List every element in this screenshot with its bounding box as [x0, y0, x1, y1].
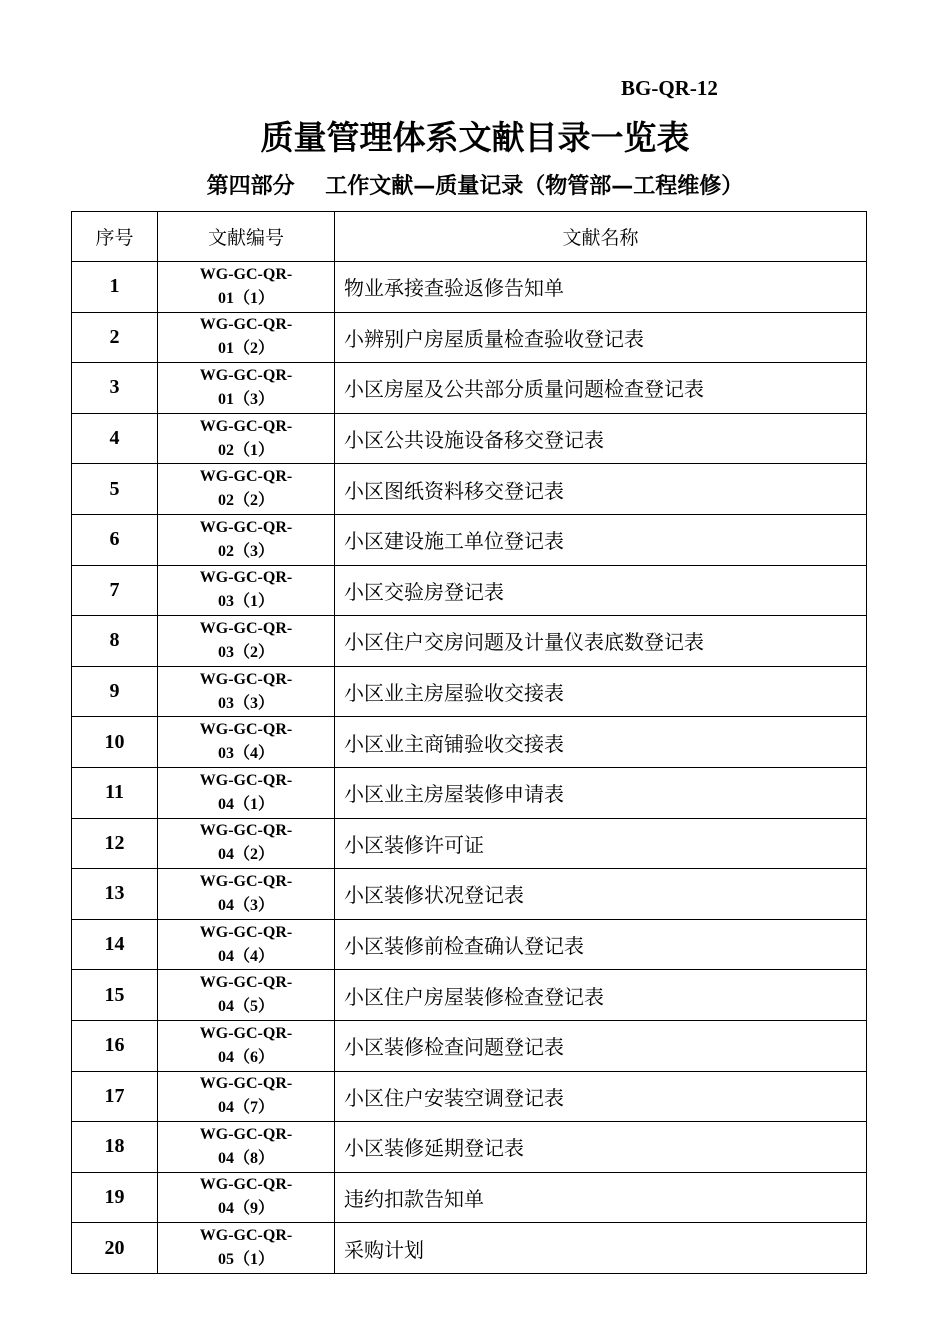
document-code-prefix: WG-GC-QR- [199, 1125, 293, 1143]
table-row [72, 1071, 867, 1122]
table-row [72, 818, 867, 869]
document-code-prefix: WG-GC-QR- [199, 417, 293, 435]
document-code-cell [158, 1122, 335, 1173]
document-name: 违约扣款告知单 [335, 1172, 867, 1223]
document-code-prefix: WG-GC-QR- [199, 1024, 293, 1042]
row-number: 1 [72, 262, 158, 313]
document-code-suffix: 02（3） [217, 542, 274, 560]
document-code-suffix: 02（2） [217, 492, 274, 510]
table-row [72, 919, 867, 970]
document-code-suffix: 01（1） [217, 289, 274, 307]
table-row [72, 413, 867, 464]
document-name: 采购计划 [335, 1223, 867, 1274]
row-number: 18 [72, 1122, 158, 1173]
document-code-cell [158, 717, 335, 768]
document-code-suffix: 01（2） [217, 340, 274, 358]
document-name: 小区建设施工单位登记表 [335, 514, 867, 565]
document-code-prefix: WG-GC-QR- [199, 1075, 293, 1093]
document-name: 小区装修状况登记表 [335, 869, 867, 920]
document-code-suffix: 03（1） [217, 593, 274, 611]
document-code-suffix: 04（5） [217, 998, 274, 1016]
document-code-suffix: 04（1） [217, 795, 274, 813]
document-name: 小区住户安装空调登记表 [335, 1071, 867, 1122]
row-number: 16 [72, 1020, 158, 1071]
document-code-prefix: WG-GC-QR- [199, 721, 293, 739]
row-number: 4 [72, 413, 158, 464]
document-code-cell [158, 565, 335, 616]
document-code-prefix: WG-GC-QR- [199, 923, 293, 941]
document-code-cell [158, 1223, 335, 1274]
document-code: BG-QR-12 [621, 76, 718, 100]
row-number: 14 [72, 919, 158, 970]
document-code-prefix: WG-GC-QR- [199, 518, 293, 536]
document-code-cell [158, 666, 335, 717]
document-code-cell [158, 970, 335, 1021]
row-number: 8 [72, 616, 158, 667]
document-code-cell [158, 767, 335, 818]
row-number: 10 [72, 717, 158, 768]
document-name: 小区住户房屋装修检查登记表 [335, 970, 867, 1021]
document-name: 小辨别户房屋质量检查验收登记表 [335, 312, 867, 363]
document-code-prefix: WG-GC-QR- [199, 1227, 293, 1245]
document-code-suffix: 03（2） [217, 643, 274, 661]
document-code-suffix: 05（1） [217, 1251, 274, 1269]
row-number: 20 [72, 1223, 158, 1274]
document-name: 小区交验房登记表 [335, 565, 867, 616]
document-name: 小区房屋及公共部分质量问题检查登记表 [335, 363, 867, 414]
table-row [72, 262, 867, 313]
column-header-code: 文献编号 [158, 212, 335, 262]
document-code-prefix: WG-GC-QR- [199, 872, 293, 890]
document-code-suffix: 03（4） [217, 745, 274, 763]
document-code-suffix: 01（3） [217, 390, 274, 408]
row-number: 19 [72, 1172, 158, 1223]
table-row [72, 767, 867, 818]
table-row [72, 565, 867, 616]
document-code-prefix: WG-GC-QR- [199, 822, 293, 840]
table-row [72, 717, 867, 768]
document-code-cell [158, 413, 335, 464]
table-row [72, 616, 867, 667]
table-header-row [72, 212, 867, 262]
document-code-cell [158, 312, 335, 363]
document-code-cell [158, 818, 335, 869]
document-code-cell [158, 1172, 335, 1223]
document-name: 小区业主商铺验收交接表 [335, 717, 867, 768]
table-row [72, 869, 867, 920]
document-code-prefix: WG-GC-QR- [199, 974, 293, 992]
page-title: 质量管理体系文献目录一览表 [260, 118, 690, 157]
document-code-suffix: 04（9） [217, 1200, 274, 1218]
document-code-suffix: 04（2） [217, 846, 274, 864]
column-header-name: 文献名称 [335, 212, 867, 262]
document-name: 小区业主房屋验收交接表 [335, 666, 867, 717]
document-code-suffix: 04（6） [217, 1048, 274, 1066]
row-number: 13 [72, 869, 158, 920]
records-table [71, 211, 867, 1274]
table-row [72, 970, 867, 1021]
document-code-prefix: WG-GC-QR- [199, 569, 293, 587]
row-number: 2 [72, 312, 158, 363]
document-code-prefix: WG-GC-QR- [199, 468, 293, 486]
row-number: 7 [72, 565, 158, 616]
document-code-suffix: 04（8） [217, 1149, 274, 1167]
document-code-suffix: 04（4） [217, 947, 274, 965]
document-code-cell [158, 363, 335, 414]
document-code-cell [158, 514, 335, 565]
document-name: 小区图纸资料移交登记表 [335, 464, 867, 515]
document-code-prefix: WG-GC-QR- [199, 619, 293, 637]
document-name: 物业承接查验返修告知单 [335, 262, 867, 313]
document-code-prefix: WG-GC-QR- [199, 265, 293, 283]
document-code-prefix: WG-GC-QR- [199, 366, 293, 384]
table-row [72, 666, 867, 717]
row-number: 3 [72, 363, 158, 414]
row-number: 11 [72, 767, 158, 818]
document-code-cell [158, 464, 335, 515]
table-row [72, 312, 867, 363]
document-code-prefix: WG-GC-QR- [199, 670, 293, 688]
row-number: 9 [72, 666, 158, 717]
document-code-prefix: WG-GC-QR- [199, 1176, 293, 1194]
table-row [72, 1223, 867, 1274]
document-code-prefix: WG-GC-QR- [199, 771, 293, 789]
row-number: 6 [72, 514, 158, 565]
table-row [72, 514, 867, 565]
document-code-suffix: 03（3） [217, 694, 274, 712]
document-name: 小区装修检查问题登记表 [335, 1020, 867, 1071]
table-row [72, 464, 867, 515]
page-subtitle: 第四部分 工作文献—质量记录（物管部—工程维修） [206, 174, 744, 199]
table-row [72, 1172, 867, 1223]
document-name: 小区公共设施设备移交登记表 [335, 413, 867, 464]
row-number: 12 [72, 818, 158, 869]
document-code-cell [158, 1071, 335, 1122]
column-header-number: 序号 [72, 212, 158, 262]
table-row [72, 1122, 867, 1173]
document-code-suffix: 04（7） [217, 1099, 274, 1117]
document-name: 小区装修许可证 [335, 818, 867, 869]
document-name: 小区装修延期登记表 [335, 1122, 867, 1173]
document-name: 小区住户交房问题及计量仪表底数登记表 [335, 616, 867, 667]
document-code-suffix: 02（1） [217, 441, 274, 459]
document-name: 小区业主房屋装修申请表 [335, 767, 867, 818]
document-code-cell [158, 869, 335, 920]
row-number: 17 [72, 1071, 158, 1122]
table-row [72, 1020, 867, 1071]
row-number: 15 [72, 970, 158, 1021]
document-code-prefix: WG-GC-QR- [199, 316, 293, 334]
row-number: 5 [72, 464, 158, 515]
document-code-cell [158, 919, 335, 970]
table-row [72, 363, 867, 414]
document-code-cell [158, 616, 335, 667]
document-name: 小区装修前检查确认登记表 [335, 919, 867, 970]
document-code-cell [158, 1020, 335, 1071]
document-code-cell [158, 262, 335, 313]
document-code-suffix: 04（3） [217, 896, 274, 914]
